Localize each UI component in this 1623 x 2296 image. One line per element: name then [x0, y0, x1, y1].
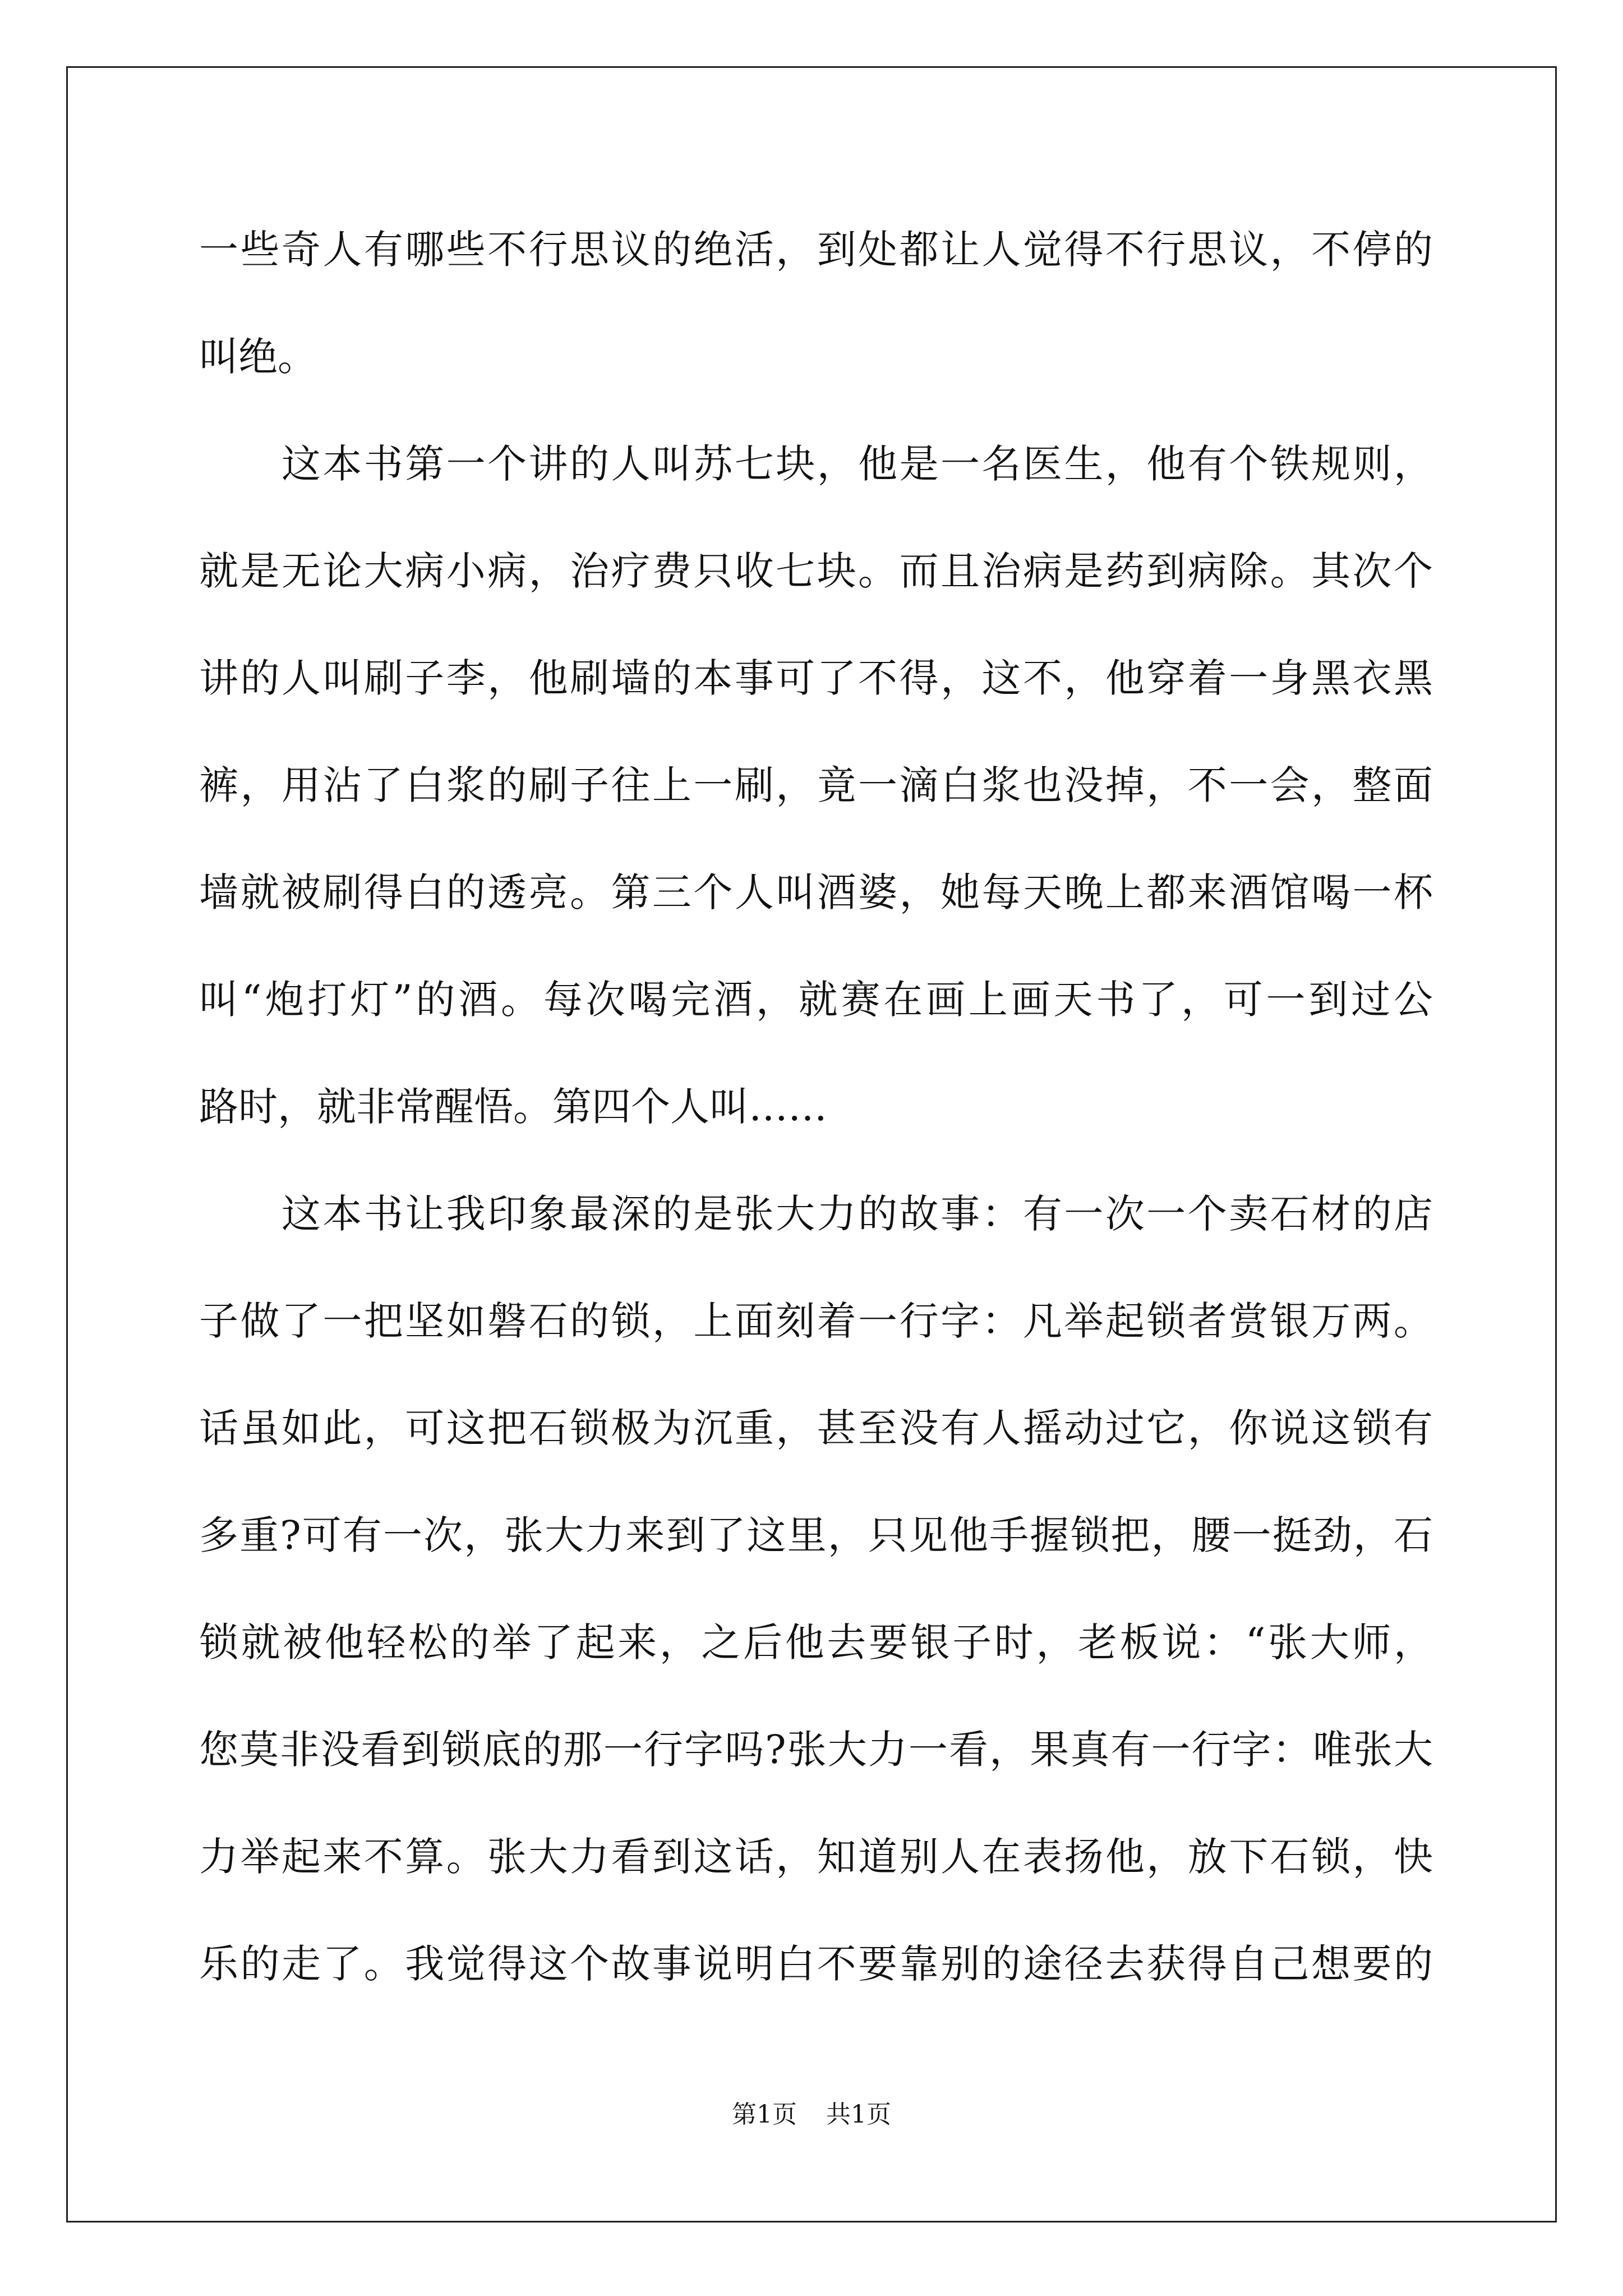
text-line: 一些奇人有哪些不行思议的绝活，到处都让人觉得不行思议，不停的	[199, 227, 1435, 273]
text-line: 锁就被他轻松的举了起来，之后他去要银子时，老板说：“张大师，	[199, 1619, 1436, 1665]
text-line: 叫绝。	[199, 334, 317, 380]
text-line: 就是无论大病小病，治疗费只收七块。而且治病是药到病除。其次个	[199, 548, 1435, 594]
text-line: 话虽如此，可这把石锁极为沉重，甚至没有人摇动过它，你说这锁有	[199, 1405, 1435, 1451]
text-line: 子做了一把坚如磐石的锁，上面刻着一行字：凡举起锁者赏银万两。	[199, 1298, 1435, 1344]
page-footer	[0, 2098, 1623, 2132]
page-number: 第1页	[732, 2100, 797, 2129]
text-line: 这本书第一个讲的人叫苏七块，他是一名医生，他有个铁规则，	[199, 441, 1435, 487]
text-line: 裤，用沾了白浆的刷子往上一刷，竟一滴白浆也没掉，不一会，整面	[199, 762, 1435, 808]
text-line: 乐的走了。我觉得这个故事说明白不要靠别的途径去获得自己想要的	[199, 1941, 1435, 1987]
text-line: 叫“炮打灯”的酒。每次喝完酒，就赛在画上画天书了，可一到过公	[199, 977, 1436, 1023]
text-line: 路时，就非常醒悟。第四个人叫……	[199, 1084, 827, 1130]
text-line: 您莫非没看到锁底的那一行字吗?张大力一看，果真有一行字：唯张大	[199, 1727, 1435, 1773]
text-line: 墙就被刷得白的透亮。第三个人叫酒婆，她每天晚上都来酒馆喝一杯	[199, 869, 1435, 915]
page-total: 共1页	[826, 2100, 891, 2129]
text-line: 多重?可有一次，张大力来到了这里，只见他手握锁把，腰一挺劲，石	[199, 1512, 1435, 1558]
text-line: 这本书让我印象最深的是张大力的故事：有一次一个卖石材的店	[199, 1191, 1435, 1237]
text-line: 力举起来不算。张大力看到这话，知道别人在表扬他，放下石锁，快	[199, 1834, 1435, 1880]
text-line: 讲的人叫刷子李，他刷墙的本事可了不得，这不，他穿着一身黑衣黑	[199, 655, 1435, 701]
